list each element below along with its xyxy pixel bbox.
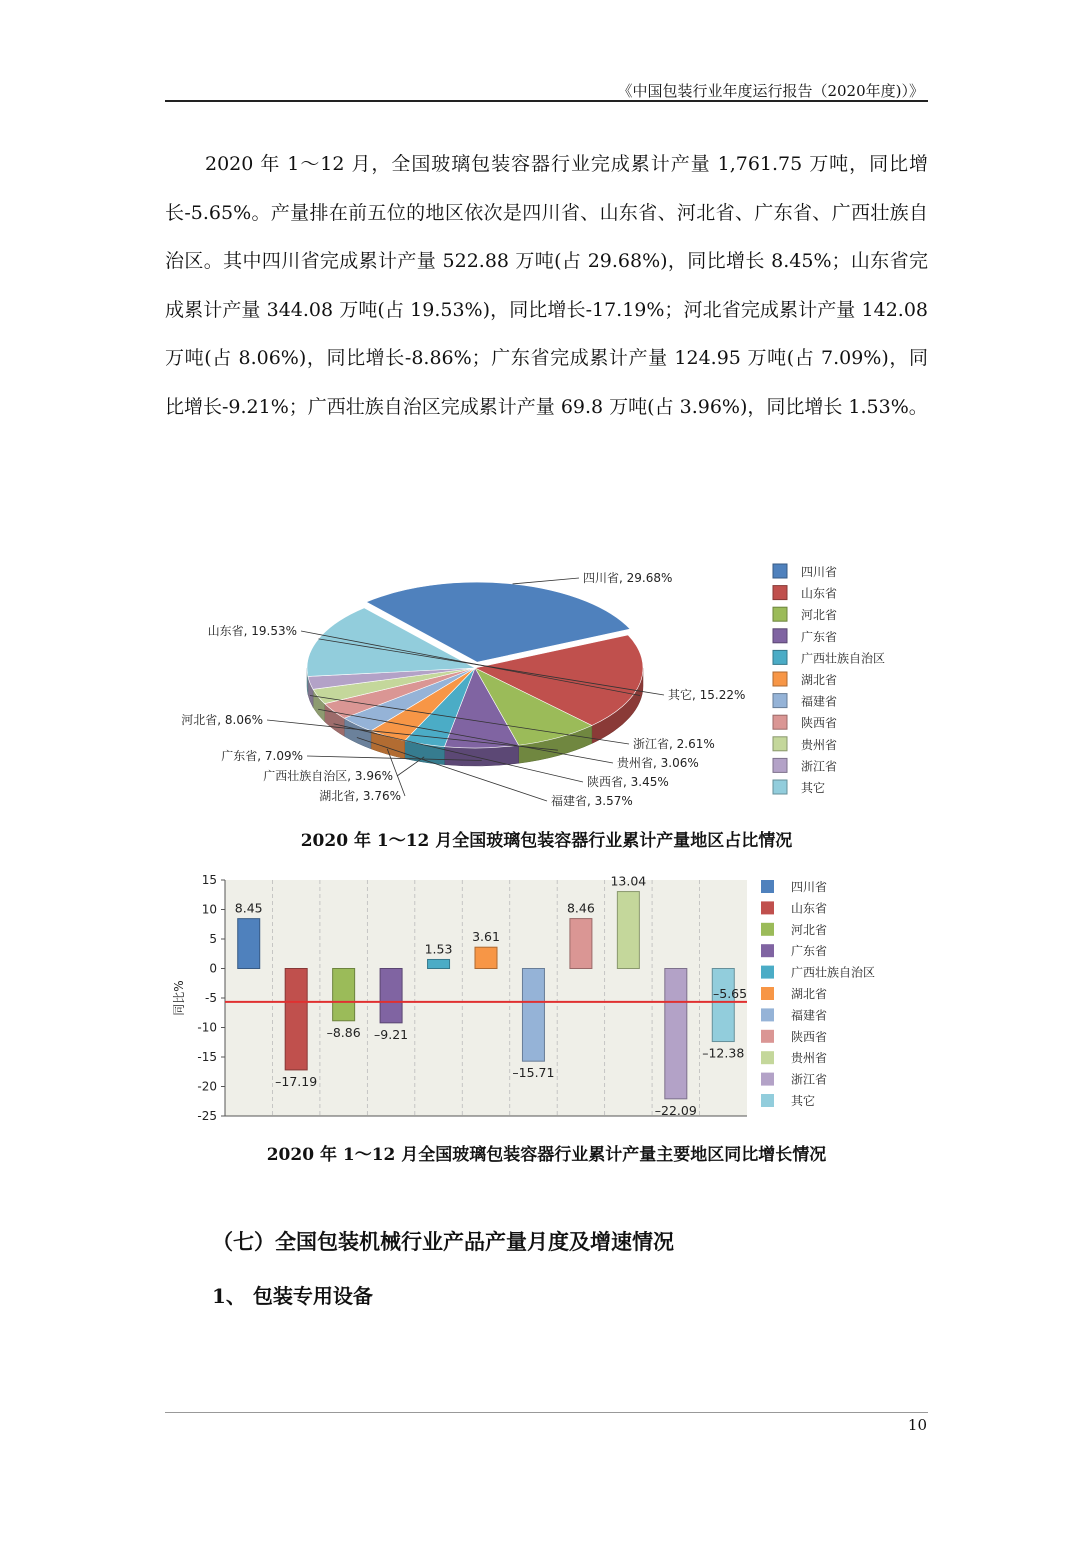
body-paragraph: 2020 年 1～12 月，全国玻璃包装容器行业完成累计产量 1,761.75 万吨，同比增长-5.65%。产量排在前五位的地区依次是四川省、山东省、河北省、广东省、广西壮族自治区。其中四川省完成累计产量 522.88 万吨(占 29.68%)，同比增长 8.45%；山东省完成累计产量 344.08 万吨(占 19.53%)，同比增长-17.19%；河北省完成累计产量 142.08 万吨(占 8.06%)，同比增长-8.86%；广东省完成累计产量 124.95 万吨(占 7.09%)，同比增长-9.21%；广西壮族自治区完成累计产量 69.8 万吨(占 3.96%)，同比增长 1.53%。: [165, 153, 928, 418]
bar-7: [522, 969, 544, 1062]
pie-legend-label-6: 湖北省: [801, 673, 838, 687]
bar-y-tick-label-6: -10: [197, 1020, 217, 1035]
bar-y-axis-label: 同比%: [172, 980, 186, 1016]
bar-legend-label-6: 湖北省: [791, 987, 828, 1001]
bar-y-tick-label-9: -25: [197, 1109, 217, 1123]
bar-chart: [165, 866, 928, 1128]
bar-legend-label-9: 贵州省: [791, 1051, 828, 1066]
pie-legend-swatch-7: [773, 694, 787, 708]
pie-data-label-11: 其它, 15.22%: [668, 688, 746, 702]
bar-legend-label-10: 浙江省: [791, 1072, 828, 1087]
pie-legend-swatch-3: [773, 607, 787, 621]
bar-legend-label-7: 福建省: [791, 1008, 828, 1023]
pie-chart: [165, 556, 928, 818]
pie-leader-line-1: [513, 578, 579, 584]
bar-legend-swatch-2: [761, 901, 774, 914]
bar-legend-label-3: 河北省: [791, 922, 828, 937]
bar-11: [712, 969, 734, 1042]
bar-3: [333, 969, 355, 1021]
bar-y-tick-label-8: -20: [197, 1079, 217, 1094]
bar-reference-label: –5.65: [713, 985, 748, 1001]
pie-data-label-10: 浙江省, 2.61%: [633, 737, 715, 751]
bar-6: [475, 947, 497, 968]
pie-data-label-8: 陕西省, 3.45%: [587, 775, 669, 789]
bar-value-label-10: –22.09: [654, 1102, 697, 1118]
pie-legend-label-3: 河北省: [801, 608, 838, 623]
bar-value-label-3: –8.86: [326, 1024, 361, 1040]
pie-legend-label-4: 广东省: [801, 629, 838, 644]
pie-legend-swatch-6: [773, 672, 787, 686]
pie-data-label-2: 山东省, 19.53%: [207, 624, 297, 638]
bar-value-label-9: 13.04: [610, 873, 647, 889]
bar-value-label-7: –15.71: [512, 1065, 555, 1081]
bar-1: [238, 919, 260, 969]
bar-value-label-2: –17.19: [275, 1073, 318, 1089]
pie-legend-label-10: 浙江省: [801, 759, 838, 774]
bar-y-tick-label-1: 15: [201, 873, 217, 887]
pie-legend-label-8: 陕西省: [801, 716, 838, 731]
bar-9: [617, 892, 639, 969]
bar-y-tick-label-3: 5: [209, 932, 217, 946]
pie-data-label-9: 贵州省, 3.06%: [617, 756, 699, 770]
pie-legend-label-2: 山东省: [801, 586, 838, 601]
bar-legend-swatch-11: [761, 1094, 774, 1107]
bar-legend-swatch-10: [761, 1073, 774, 1086]
bar-y-tick-label-2: 10: [201, 902, 217, 917]
bar-5: [428, 959, 450, 968]
pie-legend-label-11: 其它: [801, 781, 826, 795]
footer-rule: [165, 1412, 928, 1413]
bar-legend-swatch-8: [761, 1030, 774, 1043]
pie-side-4: [444, 745, 518, 766]
bar-legend-swatch-5: [761, 966, 774, 979]
pie-legend-swatch-8: [773, 715, 787, 729]
pie-legend-label-5: 广西壮族自治区: [801, 651, 886, 666]
bar-legend-swatch-7: [761, 1008, 774, 1021]
bar-value-label-11: –12.38: [702, 1045, 745, 1061]
pie-data-label-3: 河北省, 8.06%: [181, 713, 263, 727]
bar-legend-label-1: 四川省: [791, 880, 828, 894]
pie-data-label-4: 广东省, 7.09%: [221, 749, 303, 763]
pie-legend-swatch-1: [773, 564, 787, 578]
pie-legend-swatch-2: [773, 586, 787, 600]
pie-legend-swatch-5: [773, 650, 787, 664]
bar-4: [380, 969, 402, 1023]
bar-legend-label-8: 陕西省: [791, 1029, 828, 1044]
pie-legend-swatch-10: [773, 758, 787, 772]
bar-value-label-5: 1.53: [424, 941, 453, 957]
bar-legend-swatch-4: [761, 944, 774, 957]
bar-value-label-6: 3.61: [472, 929, 500, 945]
pie-data-label-6: 湖北省, 3.76%: [319, 789, 401, 803]
bar-legend-label-5: 广西壮族自治区: [791, 965, 876, 980]
bar-legend-label-2: 山东省: [791, 901, 828, 916]
pie-legend-swatch-11: [773, 780, 787, 794]
page-number: 10: [907, 1416, 927, 1434]
pie-legend-label-9: 贵州省: [801, 737, 838, 752]
pie-chart-caption: 2020 年 1～12 月全国玻璃包装容器行业累计产量地区占比情况: [300, 831, 793, 851]
running-header: 《中国包装行业年度运行报告（2020年度)）》: [617, 82, 924, 100]
pie-data-label-1: 四川省, 29.68%: [583, 571, 673, 585]
pie-legend-label-7: 福建省: [801, 694, 838, 709]
bar-y-tick-label-7: -15: [197, 1050, 217, 1064]
bar-chart-caption: 2020 年 1～12 月全国玻璃包装容器行业累计产量主要地区同比增长情况: [266, 1145, 827, 1165]
bar-legend-swatch-9: [761, 1051, 774, 1064]
bar-y-tick-label-4: 0: [209, 961, 217, 976]
pie-data-label-5: 广西壮族自治区, 3.96%: [263, 769, 393, 783]
bar-y-tick-label-5: -5: [205, 991, 217, 1005]
bar-legend-label-4: 广东省: [791, 944, 828, 959]
bar-value-label-1: 8.45: [234, 900, 263, 916]
pie-legend-swatch-9: [773, 737, 787, 751]
bar-legend: [761, 879, 875, 1108]
bar-legend-swatch-1: [761, 880, 774, 893]
bar-value-label-8: 8.46: [566, 900, 595, 916]
bar-2: [285, 969, 307, 1070]
pie-legend: [773, 564, 885, 795]
bar-8: [570, 919, 592, 969]
header-rule: [165, 100, 928, 102]
pie-legend-swatch-4: [773, 629, 787, 643]
bar-legend-swatch-6: [761, 987, 774, 1000]
pie-data-label-7: 福建省, 3.57%: [551, 794, 633, 808]
pie-legend-label-1: 四川省: [801, 565, 838, 579]
bar-10: [665, 969, 687, 1099]
section-title: （七）全国包装机械行业产品产量月度及增速情况: [212, 1229, 674, 1254]
bar-legend-swatch-3: [761, 923, 774, 936]
subsection-title: 1、 包装专用设备: [212, 1284, 373, 1308]
bar-value-label-4: –9.21: [374, 1026, 409, 1042]
bar-legend-label-11: 其它: [791, 1094, 816, 1108]
